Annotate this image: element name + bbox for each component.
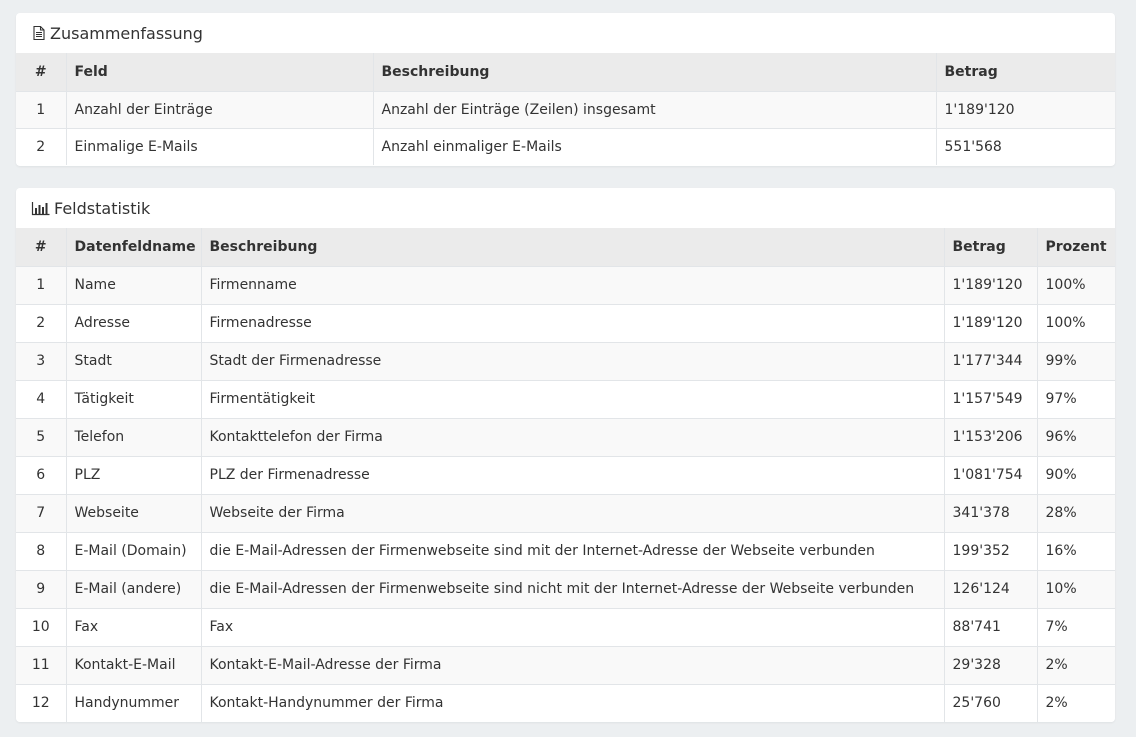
stats-header-cell: # xyxy=(16,228,66,266)
table-cell: 6 xyxy=(16,456,66,494)
table-cell: Firmenname xyxy=(201,266,944,304)
table-cell: 10% xyxy=(1037,570,1115,608)
summary-table-body xyxy=(16,91,1115,165)
summary-header-cell: Feld xyxy=(66,53,373,91)
table-row xyxy=(16,570,1115,608)
table-cell: PLZ xyxy=(66,456,201,494)
table-row xyxy=(16,418,1115,456)
table-cell: Kontakt-Handynummer der Firma xyxy=(201,684,944,722)
table-row xyxy=(16,342,1115,380)
table-cell: 97% xyxy=(1037,380,1115,418)
table-row xyxy=(16,304,1115,342)
table-cell: 88'741 xyxy=(944,608,1037,646)
table-cell: Firmenadresse xyxy=(201,304,944,342)
stats-header-row xyxy=(16,228,1115,266)
table-cell: 5 xyxy=(16,418,66,456)
table-row xyxy=(16,266,1115,304)
table-cell: Adresse xyxy=(66,304,201,342)
table-cell: 10 xyxy=(16,608,66,646)
bar-chart-icon xyxy=(31,200,51,216)
summary-header-cell: # xyxy=(16,53,66,91)
summary-panel xyxy=(16,13,1115,166)
table-cell: 96% xyxy=(1037,418,1115,456)
stats-title: Feldstatistik xyxy=(54,198,151,218)
table-cell: 199'352 xyxy=(944,532,1037,570)
table-cell: 1'189'120 xyxy=(944,304,1037,342)
table-row xyxy=(16,128,1115,165)
table-cell: 29'328 xyxy=(944,646,1037,684)
summary-table xyxy=(16,53,1115,165)
table-cell: Webseite der Firma xyxy=(201,494,944,532)
summary-heading xyxy=(16,13,1115,53)
table-cell: 1'157'549 xyxy=(944,380,1037,418)
table-cell: 16% xyxy=(1037,532,1115,570)
table-cell: 341'378 xyxy=(944,494,1037,532)
summary-title: Zusammenfassung xyxy=(50,23,203,43)
table-cell: 100% xyxy=(1037,266,1115,304)
table-row xyxy=(16,684,1115,722)
table-cell: 25'760 xyxy=(944,684,1037,722)
stats-header-cell: Betrag xyxy=(944,228,1037,266)
field-statistics-panel xyxy=(16,188,1115,722)
table-cell: Fax xyxy=(201,608,944,646)
table-cell: Einmalige E-Mails xyxy=(66,128,373,165)
table-cell: Name xyxy=(66,266,201,304)
table-cell: 1'189'120 xyxy=(936,91,1115,128)
table-cell: 90% xyxy=(1037,456,1115,494)
table-cell: 9 xyxy=(16,570,66,608)
stats-header-cell: Beschreibung xyxy=(201,228,944,266)
table-cell: 7% xyxy=(1037,608,1115,646)
table-cell: Tätigkeit xyxy=(66,380,201,418)
table-row xyxy=(16,532,1115,570)
table-cell: 1'177'344 xyxy=(944,342,1037,380)
table-cell: Anzahl der Einträge xyxy=(66,91,373,128)
table-cell: Kontakt-E-Mail-Adresse der Firma xyxy=(201,646,944,684)
table-cell: Fax xyxy=(66,608,201,646)
table-row xyxy=(16,608,1115,646)
table-cell: PLZ der Firmenadresse xyxy=(201,456,944,494)
table-row xyxy=(16,380,1115,418)
table-cell: 3 xyxy=(16,342,66,380)
summary-header-cell: Betrag xyxy=(936,53,1115,91)
table-cell: 2% xyxy=(1037,684,1115,722)
summary-header-row xyxy=(16,53,1115,91)
table-cell: Telefon xyxy=(66,418,201,456)
table-cell: Stadt der Firmenadresse xyxy=(201,342,944,380)
table-cell: 4 xyxy=(16,380,66,418)
table-cell: 551'568 xyxy=(936,128,1115,165)
table-cell: Firmentätigkeit xyxy=(201,380,944,418)
stats-table-body xyxy=(16,266,1115,722)
table-cell: Webseite xyxy=(66,494,201,532)
table-cell: E-Mail (andere) xyxy=(66,570,201,608)
table-cell: Stadt xyxy=(66,342,201,380)
table-cell: 99% xyxy=(1037,342,1115,380)
table-cell: 1 xyxy=(16,91,66,128)
table-cell: die E-Mail-Adressen der Firmenwebseite sind mit der Internet-Adresse der Webseite verbunden xyxy=(201,532,944,570)
table-cell: 1'153'206 xyxy=(944,418,1037,456)
document-icon xyxy=(31,25,47,41)
table-row xyxy=(16,494,1115,532)
table-cell: Kontakt-E-Mail xyxy=(66,646,201,684)
table-cell: 1 xyxy=(16,266,66,304)
table-row xyxy=(16,456,1115,494)
stats-table xyxy=(16,228,1115,722)
table-cell: E-Mail (Domain) xyxy=(66,532,201,570)
table-cell: 100% xyxy=(1037,304,1115,342)
table-cell: Anzahl einmaliger E-Mails xyxy=(373,128,936,165)
table-cell: Handynummer xyxy=(66,684,201,722)
table-cell: 126'124 xyxy=(944,570,1037,608)
table-cell: 1'189'120 xyxy=(944,266,1037,304)
table-cell: 7 xyxy=(16,494,66,532)
table-cell: Kontakttelefon der Firma xyxy=(201,418,944,456)
table-cell: 8 xyxy=(16,532,66,570)
table-cell: 28% xyxy=(1037,494,1115,532)
stats-heading xyxy=(16,188,1115,228)
table-row xyxy=(16,91,1115,128)
table-cell: die E-Mail-Adressen der Firmenwebseite sind nicht mit der Internet-Adresse der Webseite verbunden xyxy=(201,570,944,608)
table-cell: Anzahl der Einträge (Zeilen) insgesamt xyxy=(373,91,936,128)
table-cell: 2 xyxy=(16,304,66,342)
table-cell: 2% xyxy=(1037,646,1115,684)
table-row xyxy=(16,646,1115,684)
table-cell: 11 xyxy=(16,646,66,684)
table-cell: 12 xyxy=(16,684,66,722)
stats-header-cell: Datenfeldname xyxy=(66,228,201,266)
summary-header-cell: Beschreibung xyxy=(373,53,936,91)
table-cell: 1'081'754 xyxy=(944,456,1037,494)
table-cell: 2 xyxy=(16,128,66,165)
stats-header-cell: Prozent xyxy=(1037,228,1115,266)
